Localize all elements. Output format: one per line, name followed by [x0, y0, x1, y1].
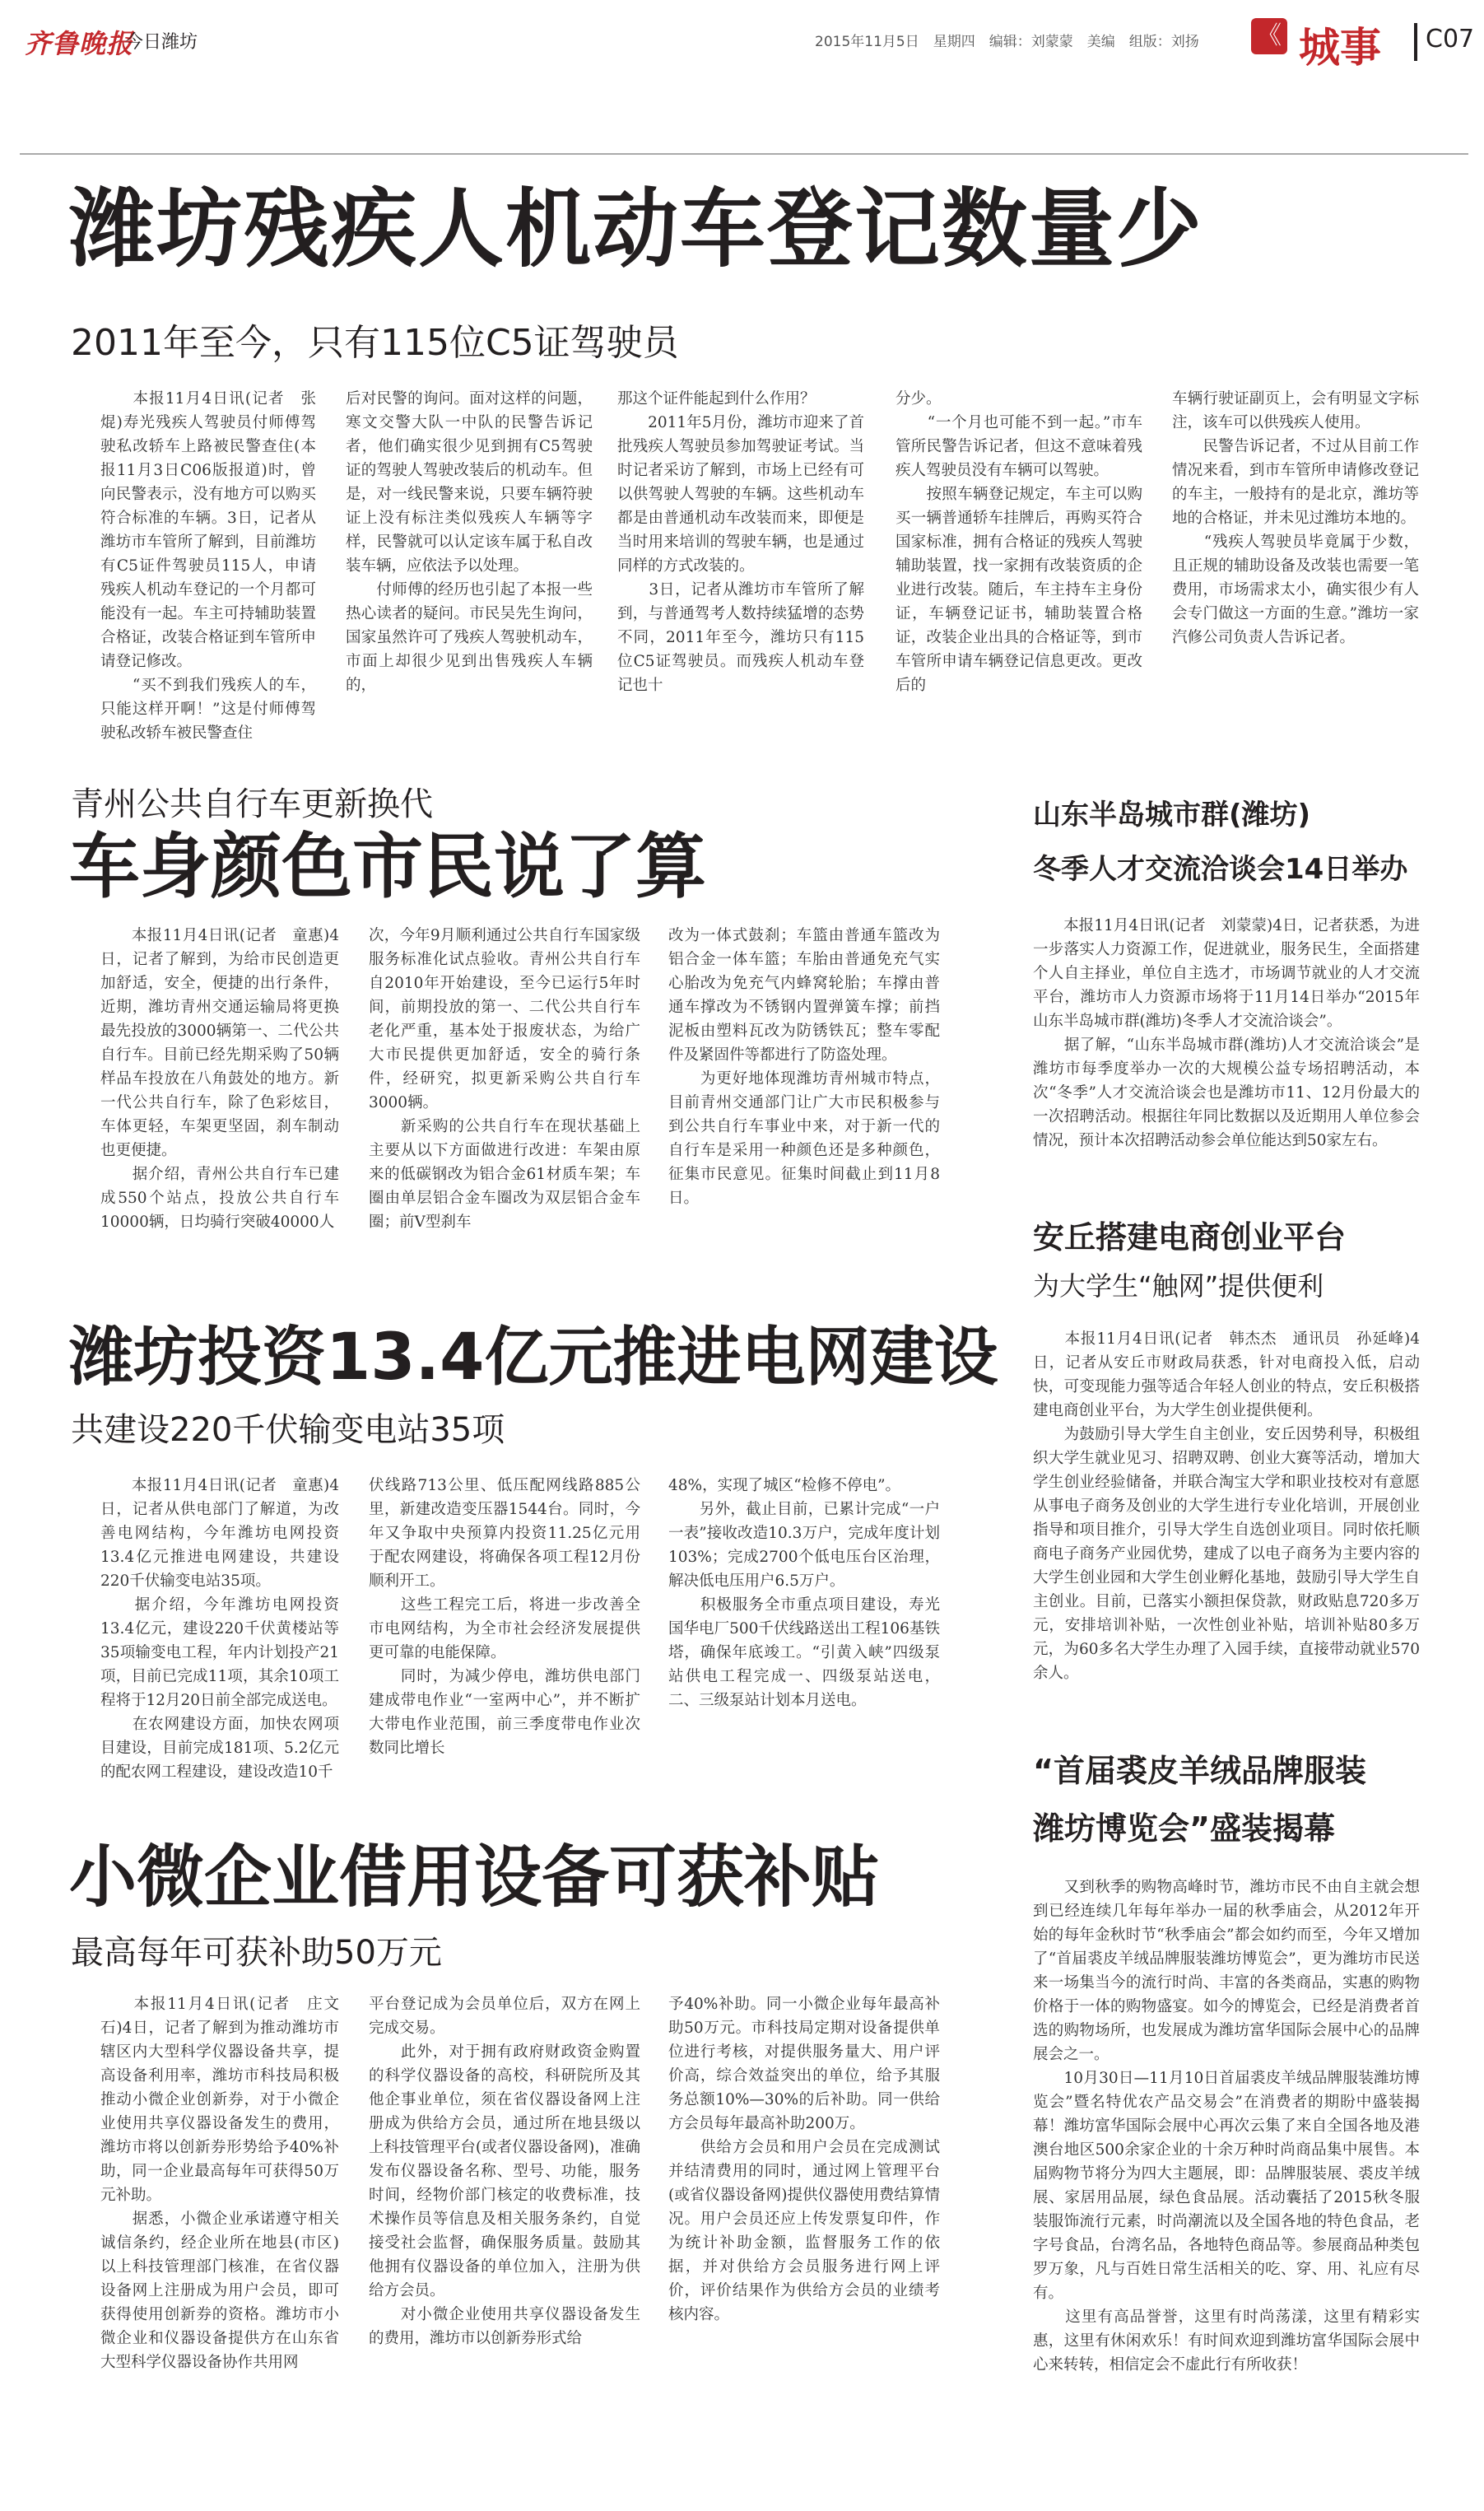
paragraph: 据了解，“山东半岛城市群(潍坊)人才交流洽谈会”是潍坊市每季度举办一次的大规模公益专场招聘活动，本次“冬季”人才交流洽谈会也是潍坊市11、12月份最大的一次招聘活动。根据往年同比数据以及近期用人单位参会情况，预计本次招聘活动参会单位能达到50家左右。	[1033, 1037, 1420, 1149]
article-4-column-2	[369, 1992, 640, 2462]
sidebar-2-title: 安丘搭建电商创业平台	[1033, 1219, 1347, 1256]
paragraph: 据介绍，青州公共自行车已建成550个站点，投放公共自行车10000辆，日均骑行突破40000人	[100, 1166, 339, 1231]
newspaper-logo: 齐鲁晚报	[25, 28, 134, 59]
paragraph: 10月30日—11月10日首届裘皮羊绒品牌服装潍坊博览会”暨名特优农产品交易会”在消费者的期盼中盛装揭幕！潍坊富华国际会展中心再次云集了来自全国各地及港澳台地区500余家企业的十余万种时尚商品集中展售。本届购物节将分为四大主题展，即：品牌服装展、裘皮羊绒展、家居用品展，绿色食品展。活动囊括了2015秋冬服装服饰流行元素，时尚潮流以及全国各地的特色食品，老字号食品，台湾名品，各地特色商品等。参展商品种类包罗万象，凡与百姓日常生活相关的吃、穿、用、礼应有尽有。	[1033, 2070, 1420, 2302]
article-4-column-1	[100, 1992, 339, 2462]
paragraph: “买不到我们残疾人的车，只能这样开啊！”这是付师傅驾驶私改轿车被民警查住	[100, 677, 316, 742]
sidebar-2-subtitle: 为大学生“触网”提供便利	[1033, 1270, 1324, 1302]
paragraph: “一个月也可能不到一起。”市车管所民警告诉记者，但这不意味着残疾人驾驶员没有车辆可以驾驶。	[896, 414, 1142, 479]
paragraph: 2011年5月份，潍坊市迎来了首批残疾人驾驶员参加驾驶证考试。当时记者采访了解到，市场上已经有可以供驾驶人驾驶的车辆。这些机动车都是由普通机动车改装而来，即便是当时用来培训的驾驶车辆，也是通过同样的方式改装的。	[617, 414, 864, 575]
paragraph: 予40%补助。同一小微企业每年最高补助50万元。市科技局定期对设备提供单位进行考核，对提供服务量大、用户评价高，综合效益突出的单位，给予其服务总额10%—30%的后补助。同一供给方会员每年最高补助200万。	[668, 1996, 940, 2132]
paragraph: 这里有高品誉誉，这里有时尚荡漾，这里有精彩实惠，这里有休闲欢乐！有时间欢迎到潍坊富华国际会展中心来转转，相信定会不虚此行有所收获！	[1033, 2308, 1420, 2374]
paragraph: 车辆行驶证副页上，会有明显文字标注，该车可以供残疾人使用。	[1172, 390, 1419, 431]
article-3-column-1	[100, 1474, 339, 1787]
paragraph: 民警告诉记者，不过从目前工作情况来看，到市车管所申请修改登记的车主，一般持有的是北京，潍坊等地的合格证，并未见过潍坊本地的。	[1172, 438, 1419, 527]
paragraph: 新采购的公共自行车在现状基础上主要从以下方面做进行改进：车架由原来的低碳钢改为铝合金61材质车架；车圈由单层铝合金车圈改为双层铝合金车圈；前V型刹车	[369, 1118, 640, 1231]
paragraph: 次，今年9月顺利通过公共自行车国家级服务标准化试点验收。青州公共自行车自2010年开始建设，至今已运行5年时间，前期投放的第一、二代公共自行车老化严重，基本处于报废状态，为给广大市民提供更加舒适，安全的骑行条件，经研究，拟更新采购公共自行车3000辆。	[369, 927, 640, 1111]
page-number: C07	[1426, 25, 1475, 54]
article-4-column-3	[668, 1992, 940, 2462]
paragraph: 为更好地体现潍坊青州城市特点，目前青州交通部门让广大市民积极参与到公共自行车事业中来，对于新一代的自行车是采用一种颜色还是多种颜色，征集市民意见。征集时间截止到11月8日。	[668, 1070, 940, 1207]
sidebar-1-body	[1033, 914, 1420, 1210]
article-1-subtitle: 2011年至今，只有115位C5证驾驶员	[71, 322, 679, 364]
article-1-column-3	[617, 387, 864, 733]
paragraph: 本报11月4日讯(记者 庄文石)4日，记者了解到为推动潍坊市辖区内大型科学仪器设备共享，提高设备利用率，潍坊市科技局积极推动小微企业创新券，对于小微企业使用共享仪器设备发生的费用，潍坊市将以创新券形势给予40%补助，同一企业最高每年可获得50万元补助。	[100, 1996, 339, 2204]
paragraph: 本报11月4日讯(记者 张焜)寿光残疾人驾驶员付师傅驾驶私改轿车上路被民警查住(本报11月3日C06版报道)时，曾向民警表示，没有地方可以购买符合标准的车辆。3日，记者从潍坊市车管所了解到，目前潍坊有C5证件驾驶员115人，申请残疾人机动车登记的一个月都可能没有一起。车主可持辅助装置合格证，改装合格证到车管所申请登记修改。	[100, 390, 316, 670]
article-2-headline: 车身颜色市民说了算	[69, 826, 706, 908]
paragraph: 同时，为减少停电，潍坊供电部门建成带电作业“一室两中心”，并不断扩大带电作业范围，前三季度带电作业次数同比增长	[369, 1668, 640, 1757]
article-1-column-1	[100, 387, 316, 742]
paragraph: 那这个证件能起到什么作用？	[617, 390, 816, 408]
sidebar-2-body	[1033, 1327, 1420, 1718]
article-2-kicker: 青州公共自行车更新换代	[71, 785, 433, 823]
paragraph: 对小微企业使用共享仪器设备发生的费用，潍坊市以创新券形式给	[369, 2306, 640, 2347]
article-3-subtitle: 共建设220千伏输变电站35项	[71, 1411, 505, 1449]
paragraph: 本报11月4日讯(记者 刘蒙蒙)4日，记者获悉，为进一步落实人力资源工作，促进就业，服务民生，全面搭建个人自主择业，单位自主选才，市场调节就业的人才交流平台，潍坊市人力资源市场将于11月14日举办“2015年山东半岛城市群(潍坊)冬季人才交流洽谈会”。	[1033, 917, 1420, 1030]
sidebar-1-title-line-1: 山东半岛城市群(潍坊)	[1033, 799, 1311, 832]
paragraph: 此外，对于拥有政府财政资金购置的科学仪器设备的高校，科研院所及其他企事业单位，须在省仪器设备网上注册成为供给方会员，通过所在地县级以上科技管理平台(或者仪器设备网)，准确发布仪器设备名称、型号、功能，服务时间，经物价部门核定的收费标准，技术操作员等信息及相关服务条约，自觉接受社会监督，确保服务质量。鼓励其他拥有仪器设备的单位加入，注册为供给方会员。	[369, 2043, 640, 2299]
article-2-column-1	[100, 924, 339, 1294]
sidebar-3-title-line-1: “首届裘皮羊绒品牌服装	[1033, 1753, 1366, 1789]
paragraph: 伏线路713公里、低压配网线路885公里，新建改造变压器1544台。同时，今年又争取中央预算内投资11.25亿元用于配农网建设，将确保各项工程12月份顺利开工。	[369, 1477, 640, 1590]
issue-meta: 2015年11月5日 星期四 编辑：刘蒙蒙 美编 组版：刘扬	[815, 34, 1199, 50]
paragraph: 在农网建设方面，加快农网项目建设，目前完成181项、5.2亿元的配农网工程建设，建设改造10千	[100, 1716, 339, 1781]
article-2-column-3	[668, 924, 940, 1294]
article-3-column-3	[668, 1474, 940, 1787]
header-divider	[1414, 23, 1417, 61]
sidebar-3-body	[1033, 1875, 1420, 2464]
article-4-headline: 小微企业借用设备可获补贴	[69, 1838, 880, 1917]
article-3-column-2	[369, 1474, 640, 1787]
header-rule	[20, 153, 1468, 155]
section-name: 城事	[1299, 24, 1381, 72]
paragraph: 付师傅的经历也引起了本报一些热心读者的疑问。市民吴先生询问，国家虽然许可了残疾人驾驶机动车，市面上却很少见到出售残疾人车辆的，	[346, 581, 593, 694]
article-1-column-2	[346, 387, 593, 733]
paragraph: 48%，实现了城区“检修不停电”。	[668, 1477, 901, 1494]
paragraph: 这些工程完工后，将进一步改善全市电网结构，为全市社会经济发展提供更可靠的电能保障。	[369, 1596, 640, 1661]
article-1-headline: 潍坊残疾人机动车登记数量少	[69, 179, 1204, 279]
paragraph: 为鼓励引导大学生自主创业，安丘因势利导，积极组织大学生就业见习、招聘双聘、创业大赛等活动，增加大学生创业经验储备，并联合淘宝大学和职业技校对有意愿从事电子商务及创业的大学生进行专业化培训，开展创业指导和项目推介，引导大学生自选创业项目。同时依托顺商电子商务产业园优势，建成了以电子商务为主要内容的大学生创业园和大学生创业孵化基地，鼓励引导大学生自主创业。目前，已落实小额担保贷款，财政贴息720多万元，安排培训补贴，一次性创业补贴，培训补贴80多万元，为60多名大学生办理了入园手续，直接带动就业570余人。	[1033, 1426, 1420, 1682]
paragraph: 按照车辆登记规定，车主可以购买一辆普通轿车挂牌后，再购买符合国家标准，拥有合格证的残疾人驾驶辅助装置，找一家拥有改装资质的企业进行改装。随后，车主持车主身份证，车辆登记证书，辅助装置合格证，改装企业出具的合格证等，到市车管所申请车辆登记信息更改。更改后的	[896, 486, 1142, 694]
sidebar-1-title-line-2: 冬季人才交流洽谈会14日举办	[1033, 853, 1408, 886]
paragraph: 另外，截止目前，已累计完成“一户一表”接收改造10.3万户，完成年度计划103%；完成2700个低电压台区治理，解决低电压用户6.5万户。	[668, 1501, 940, 1590]
article-1-column-5	[1172, 387, 1419, 733]
paragraph: 供给方会员和用户会员在完成测试并结清费用的同时，通过网上管理平台(或省仪器设备网)提供仪器使用费结算情况。用户会员还应上传发票复印件，作为统计补助金额，监督服务工作的依据，并对供给方会员服务进行网上评价，评价结果作为供给方会员的业绩考核内容。	[668, 2139, 940, 2323]
article-4-subtitle: 最高每年可获补助50万元	[71, 1934, 442, 1972]
paragraph: 又到秋季的购物高峰时节，潍坊市民不由自主就会想到已经连续几年每年举办一届的秋季庙会，从2012年开始的每年金秋时节“秋季庙会”都会如约而至，今年又增加了“首届裘皮羊绒品牌服装潍坊博览会”，更为潍坊市民送来一场集当今的流行时尚、丰富的各类商品，实惠的购物价格于一体的购物盛宴。如今的博览会，已经是消费者首选的购物场所，也发展成为潍坊富华国际会展中心的品牌展会之一。	[1033, 1879, 1420, 2063]
paragraph: 本报11月4日讯(记者 童惠)4日，记者从供电部门了解道，为改善电网结构，今年潍坊电网投资13.4亿元推进电网建设，共建设220千伏输变电站35项。	[100, 1477, 339, 1590]
article-3-headline: 潍坊投资13.4亿元推进电网建设	[69, 1321, 998, 1395]
paragraph: 后对民警的询问。面对这样的问题，寒文交警大队一中队的民警告诉记者，他们确实很少见到拥有C5驾驶证的驾驶人驾驶改装后的机动车。但是，对一线民警来说，只要车辆符驶证上没有标注类似残疾人车辆等字样，民警就可以认定该车属于私自改装车辆，应依法予以处理。	[346, 390, 593, 575]
section-mark-icon: 《	[1251, 18, 1287, 54]
article-1-column-4	[896, 387, 1142, 733]
paragraph: 据悉，小微企业承诺遵守相关诚信条约，经企业所在地县(市区)以上科技管理部门核准，在省仪器设备网上注册成为用户会员，即可获得使用创新券的资格。潍坊市小微企业和仪器设备提供方在山东省大型科学仪器设备协作共用网	[100, 2211, 339, 2371]
edition-label: 今日潍坊	[125, 32, 198, 53]
paragraph: “残疾人驾驶员毕竟属于少数，且正规的辅助设备及改装也需要一笔费用，市场需求太小，确实很少有人会专门做这一方面的生意。”潍坊一家汽修公司负责人告诉记者。	[1172, 533, 1419, 646]
paragraph: 据介绍，今年潍坊电网投资13.4亿元，建设220千伏黄楼站等35项输变电工程，年内计划投产21项，目前已完成11项，其余10项工程将于12月20日前全部完成送电。	[100, 1596, 339, 1709]
paragraph: 积极服务全市重点项目建设，寿光国华电厂500千伏线路送出工程106基铁塔，确保年底竣工。“引黄入峡”四级泵站供电工程完成一、四级泵站送电，二、三级泵站计划本月送电。	[668, 1596, 940, 1709]
paragraph: 3日，记者从潍坊市车管所了解到，与普通驾考人数持续猛增的态势不同，2011年至今，潍坊只有115位C5证驾驶员。而残疾人机动车登记也十	[617, 581, 864, 694]
paragraph: 本报11月4日讯(记者 韩杰杰 通讯员 孙延峰)4日，记者从安丘市财政局获悉，针对电商投入低，启动快，可变现能力强等适合年轻人创业的特点，安丘积极搭建电商创业平台，为大学生创业提供便利。	[1033, 1330, 1420, 1419]
paragraph: 改为一体式鼓刹；车篮由普通车篮改为铝合金一体车篮；车胎由普通免充气实心胎改为免充气内蜂窝轮胎；车撑由普通车撑改为不锈钢内置弹簧车撑；前挡泥板由塑料瓦改为防锈铁瓦；整车零配件及紧固件等都进行了防盗处理。	[668, 927, 940, 1064]
paragraph: 平台登记成为会员单位后，双方在网上完成交易。	[369, 1996, 640, 2037]
paragraph: 分少。	[896, 390, 942, 408]
article-2-column-2	[369, 924, 640, 1294]
paragraph: 本报11月4日讯(记者 童惠)4日，记者了解到，为给市民创造更加舒适，安全，便捷的出行条件，近期，潍坊青州交通运输局将更换最先投放的3000辆第一、二代公共自行车。目前已经先期采购了50辆样品车投放在八角鼓处的地方。新一代公共自行车，除了色彩炫目，车体更轻，车架更坚固，刹车制动也更便捷。	[100, 927, 339, 1159]
sidebar-3-title-line-2: 潍坊博览会”盛装揭幕	[1033, 1810, 1335, 1847]
